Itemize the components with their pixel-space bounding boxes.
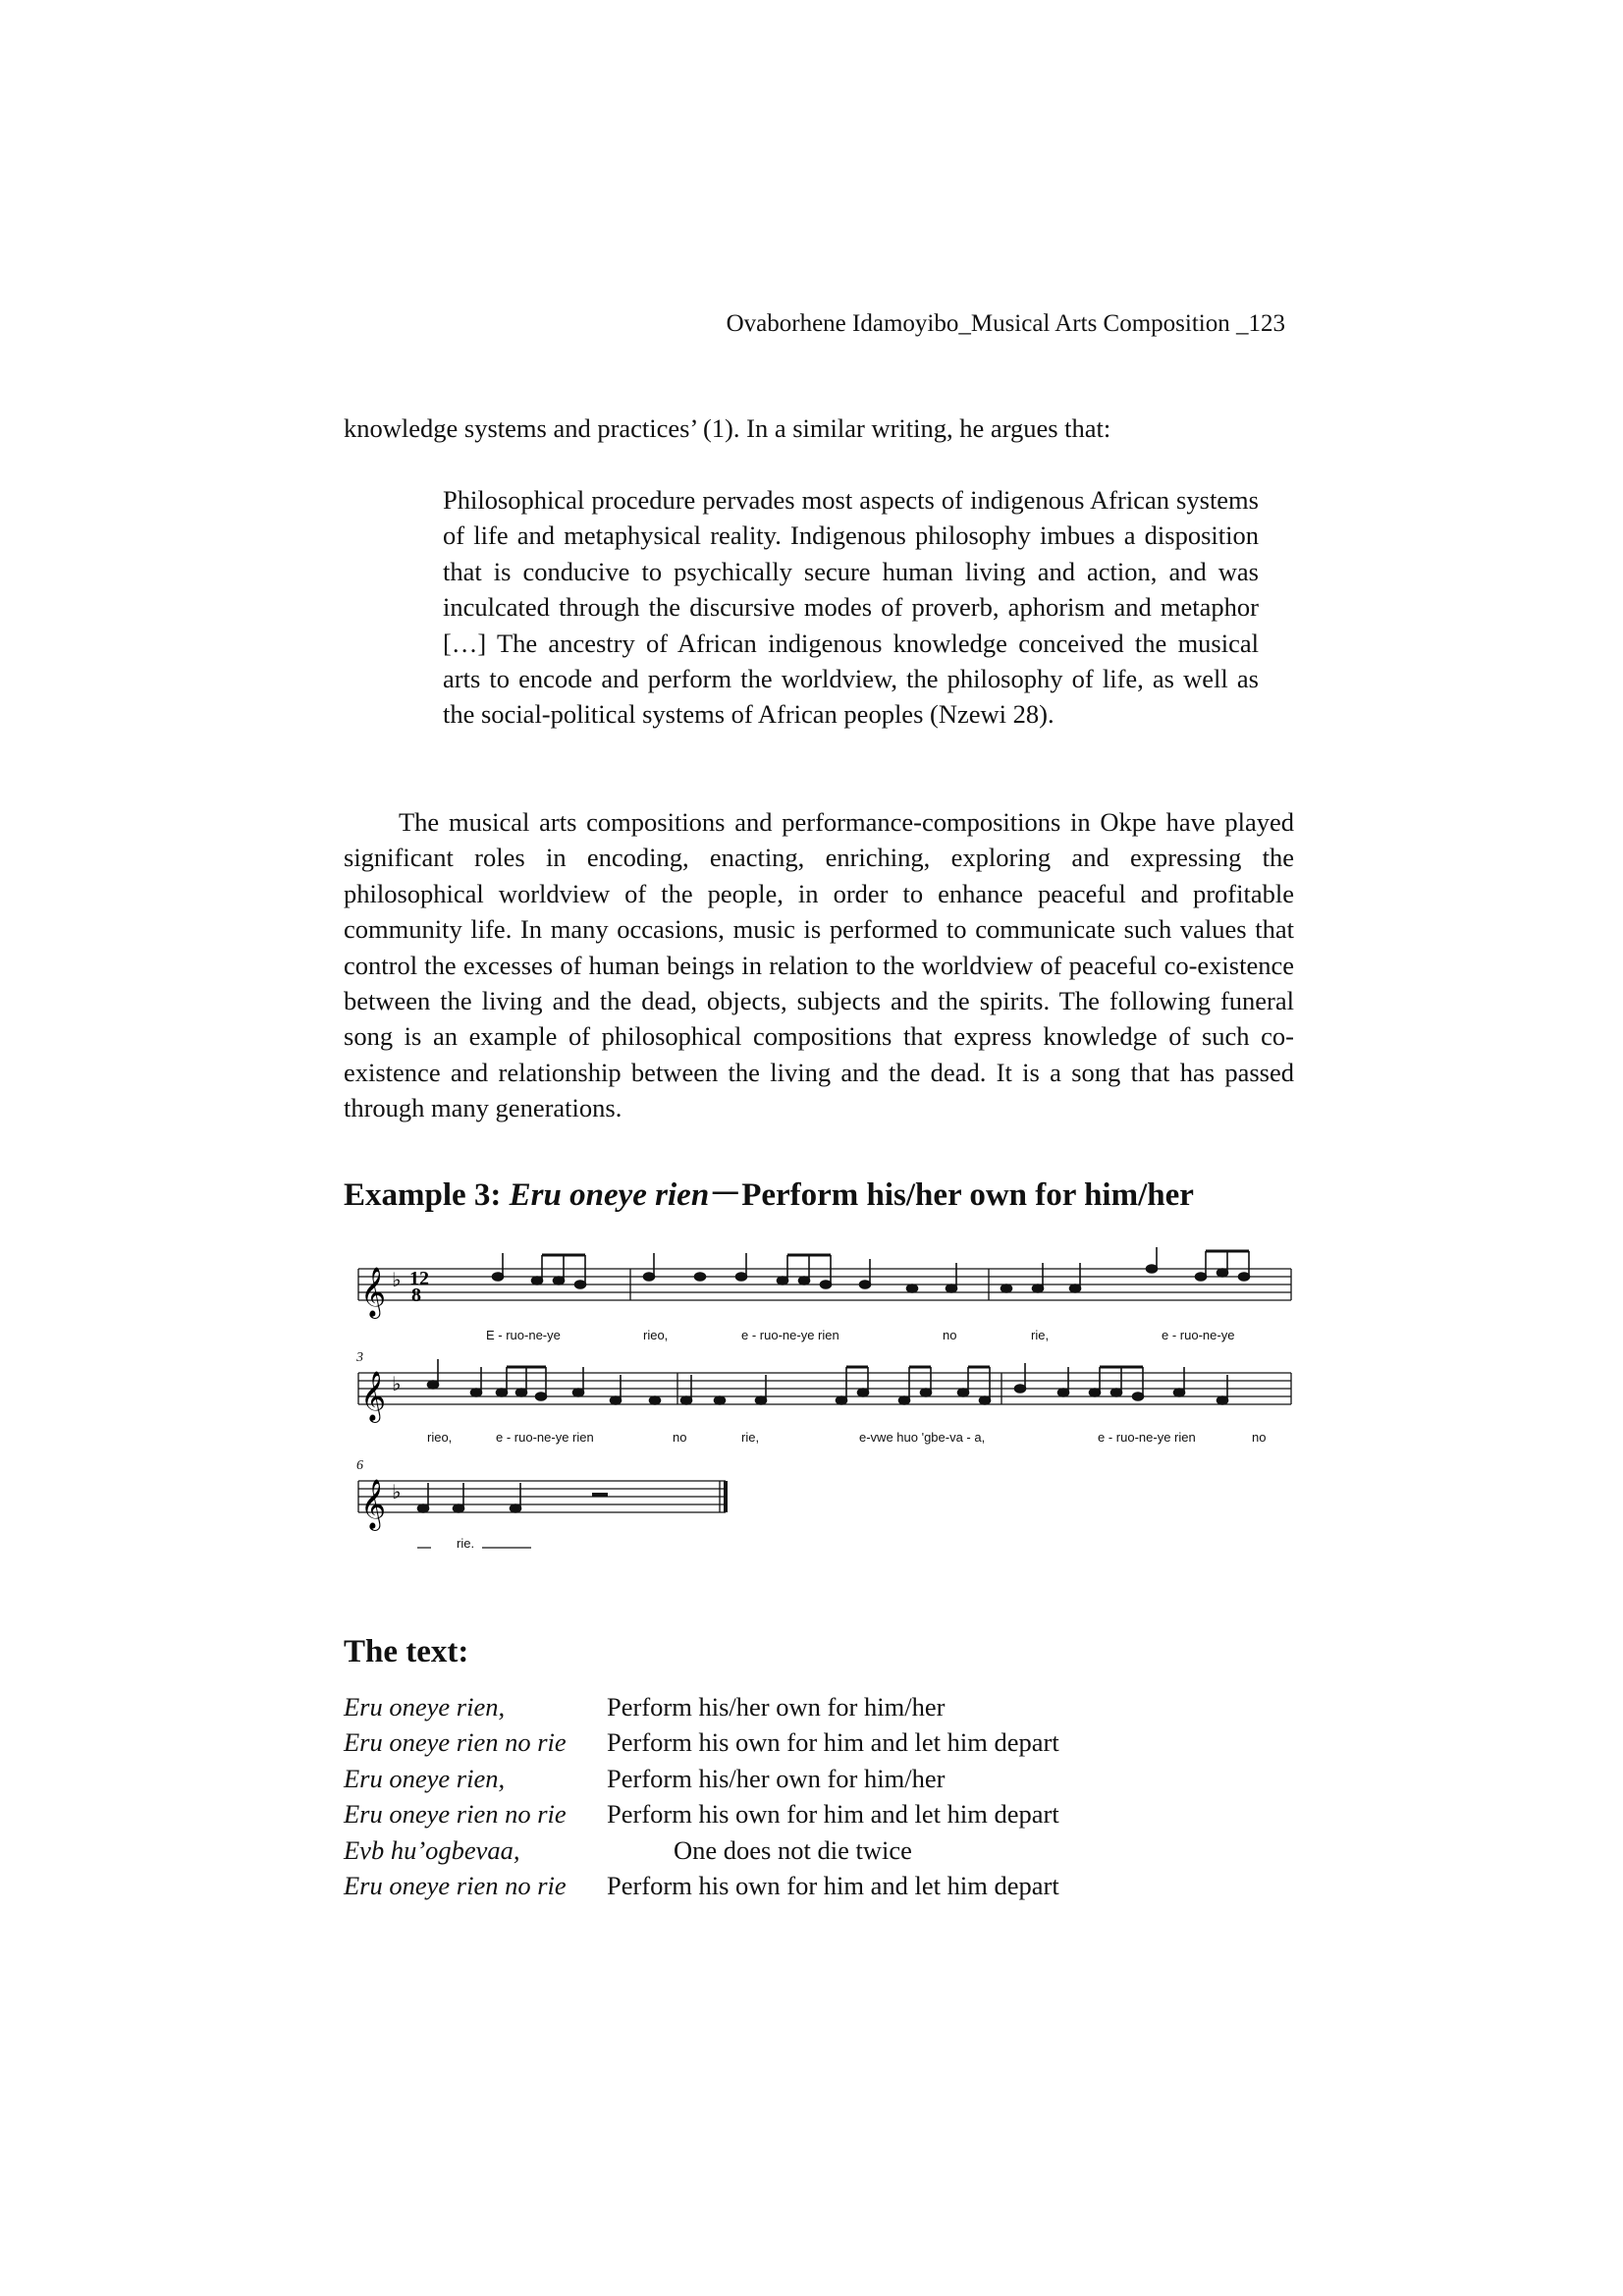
table-row <box>344 1689 1059 1724</box>
example-title-italic: Eru oneye rien <box>509 1177 710 1213</box>
treble-clef-icon: 𝄞 <box>360 1479 387 1529</box>
paragraph-body <box>344 804 1294 1126</box>
translation-line: Perform his own for him and let him depart <box>607 1871 1059 1901</box>
translation-line: Perform his/her own for him/her <box>607 1692 946 1722</box>
lyrics-translation-table <box>344 1689 1059 1903</box>
lyric: rie. <box>457 1536 475 1551</box>
flat-icon: ♭ <box>392 1480 402 1503</box>
original-line: Evb hu’ogbevaa, <box>344 1834 520 1865</box>
lyrics-system-2 <box>427 1430 1266 1445</box>
lyric: e-vwe huo 'gbe-va - a, <box>859 1430 986 1445</box>
table-row <box>344 1832 1059 1868</box>
original-line: Eru oneye rien no rie <box>344 1799 567 1830</box>
example-title-rest: Perform his/her own for him/her <box>741 1177 1194 1213</box>
lyrics-system-3 <box>417 1536 531 1551</box>
lyric: e - ruo-ne-ye rien <box>1098 1430 1196 1445</box>
measure-number-6: 6 <box>356 1458 363 1473</box>
notes-system-2 <box>428 1359 1228 1404</box>
lyric: rieo, <box>427 1430 453 1445</box>
translation-line: Perform his own for him and let him depart <box>607 1799 1059 1830</box>
treble-clef-icon: 𝄞 <box>360 1267 387 1317</box>
notes-system-3 <box>418 1483 609 1512</box>
paragraph-body-text: The musical arts compositions and performance-compositions in Okpe have played significant roles in encoding, enacting, enriching, exploring and expressing the philosophical worldview of the people, in order to enhance peaceful and profitable community life. In many occasions, music is performed to communicate such values that control the excesses of human beings in relation to the worldview of peaceful co-existence between the living and the dead, objects, subjects and the spirits. The following funeral song is an example of philosophical compositions that express knowledge of such co-existence and relationship between the living and the dead. It is a song that has passed through many generations. <box>344 807 1294 1123</box>
original-line: Eru oneye rien, <box>344 1692 506 1722</box>
music-score <box>349 1247 1301 1571</box>
table-row <box>344 1761 1059 1796</box>
lyric: e - ruo-ne-ye rien <box>496 1430 594 1445</box>
lyric: rie, <box>741 1430 760 1445</box>
table-row <box>344 1868 1059 1903</box>
example-heading <box>344 1169 1194 1215</box>
lyric: no <box>673 1430 687 1445</box>
notes-system-1 <box>493 1247 1250 1292</box>
flat-icon: ♭ <box>392 1372 402 1395</box>
example-dash: － <box>709 1177 742 1213</box>
block-quote: Philosophical procedure pervades most aspects of indigenous African systems of life and metaphysical reality. Indigenous philosophy imbues a disposition that is conducive to psychically secure human living and action, and was inculcated through the discursive modes of proverb, aphorism and metaphor […] The ancestry of African indigenous knowledge conceived the musical arts to encode and perform the worldview, the philosophy of life, as well as the social-political systems of African peoples (Nzewi 28). <box>443 485 1259 730</box>
staff-system-3 <box>358 1481 726 1512</box>
lyric: no <box>1252 1430 1267 1445</box>
lyric: no <box>943 1328 957 1342</box>
lyric: rieo, <box>643 1328 669 1342</box>
lyric: e - ruo-ne-ye <box>1162 1328 1235 1342</box>
time-sig-top: 12 <box>409 1268 429 1289</box>
lyric: rie, <box>1031 1328 1050 1342</box>
original-line: Eru oneye rien no rie <box>344 1871 567 1901</box>
treble-clef-icon: 𝄞 <box>360 1371 387 1421</box>
measure-number-3: 3 <box>356 1350 363 1365</box>
text-section-heading: The text: <box>344 1634 469 1669</box>
paragraph-intro: knowledge systems and practices’ (1). In a similar writing, he argues that: <box>344 413 1111 443</box>
example-label: Example 3: <box>344 1177 502 1213</box>
table-row <box>344 1724 1059 1760</box>
lyric: E - ruo-ne-ye <box>486 1328 561 1342</box>
lyrics-system-1 <box>486 1328 1234 1342</box>
translation-line: Perform his own for him and let him depart <box>607 1727 1059 1758</box>
lyric: e - ruo-ne-ye rien <box>741 1328 839 1342</box>
original-line: Eru oneye rien no rie <box>344 1727 567 1758</box>
table-row <box>344 1796 1059 1831</box>
flat-icon: ♭ <box>392 1268 402 1291</box>
translation-line: Perform his/her own for him/her <box>607 1763 946 1793</box>
original-line: Eru oneye rien, <box>344 1763 506 1793</box>
running-head: Ovaborhene Idamoyibo_Musical Arts Composition _123 <box>726 310 1285 337</box>
translation-line: One does not die twice <box>674 1834 912 1865</box>
time-sig-bottom: 8 <box>411 1285 421 1306</box>
